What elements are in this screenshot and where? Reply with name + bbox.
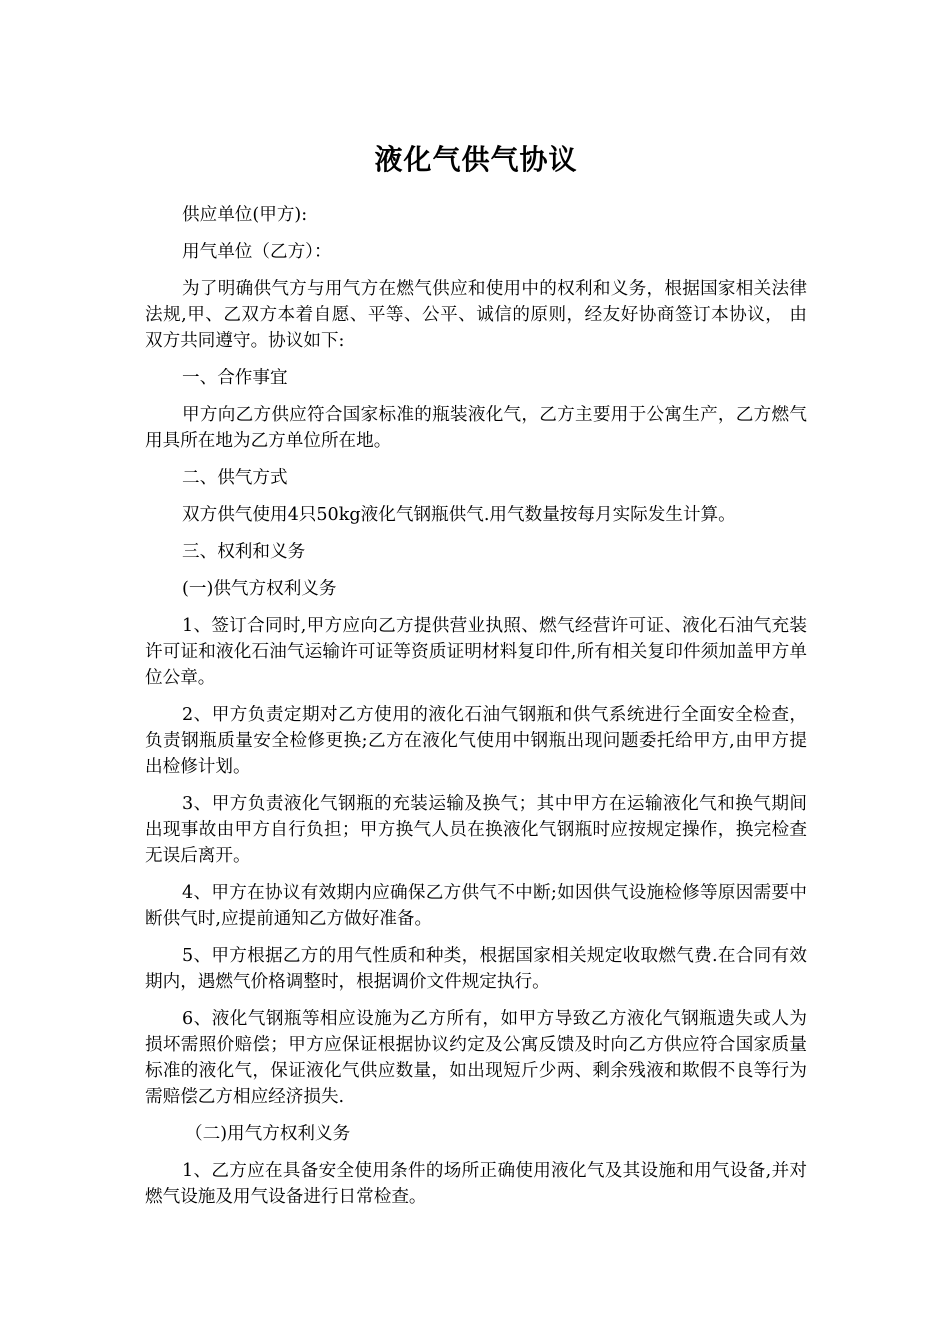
consumer-line: 用气单位（乙方）：	[182, 242, 332, 262]
subsection-heading-consumer: （二)用气方权利义务	[185, 1124, 351, 1144]
document-page	[145, 140, 807, 1221]
consumer-clause-1: 1、乙方应在具备安全使用条件的场所正确使用液化气及其设施和用气设备,并对燃气设施及用气设备进行日常检查。	[145, 1161, 807, 1207]
supplier-clause-2: 2、甲方负责定期对乙方使用的液化石油气钢瓶和供气系统进行全面安全检查，负责钢瓶质量安全检修更换;乙方在液化气使用中钢瓶出现问题委托给甲方,由甲方提出检修计划。	[145, 705, 807, 777]
supplier-clause-5: 5、甲方根据乙方的用气性质和种类，根据国家相关规定收取燃气费.在合同有效期内，遇燃气价格调整时，根据调价文件规定执行。	[145, 946, 807, 992]
supplier-line: 供应单位(甲方):	[182, 205, 308, 225]
subsection-heading-supplier: (一)供气方权利义务	[182, 579, 337, 599]
preamble-paragraph: 为了明确供气方与用气方在燃气供应和使用中的权利和义务，根据国家相关法律法规,甲、乙双方本着自愿、平等、公平、诚信的原则，经友好协商签订本协议， 由双方共同遵守。协议如下:	[145, 279, 807, 351]
supplier-clause-1: 1、签订合同时,甲方应向乙方提供营业执照、燃气经营许可证、液化石油气充装许可证和液化石油气运输许可证等资质证明材料复印件,所有相关复印件须加盖甲方单位公章。	[145, 616, 807, 688]
section-heading-supply-method: 二、供气方式	[182, 468, 288, 488]
section-heading-rights: 三、权利和义务	[182, 542, 306, 562]
supplier-clause-4: 4、甲方在协议有效期内应确保乙方供气不中断;如因供气设施检修等原因需要中断供气时,应提前通知乙方做好准备。	[145, 883, 807, 929]
supplier-clause-3: 3、甲方负责液化气钢瓶的充装运输及换气；其中甲方在运输液化气和换气期间出现事故由甲方自行负担；甲方换气人员在换液化气钢瓶时应按规定操作，换完检查无误后离开。	[145, 794, 807, 866]
supplier-clause-6: 6、液化气钢瓶等相应设施为乙方所有，如甲方导致乙方液化气钢瓶遗失或人为损坏需照价赔偿；甲方应保证根据协议约定及公寓反馈及时向乙方供应符合国家质量标准的液化气，保证液化气供应数量，如出现短斤少两、剩余残液和欺假不良等行为需赔偿乙方相应经济损失.	[145, 1009, 807, 1107]
cooperation-paragraph: 甲方向乙方供应符合国家标准的瓶装液化气，乙方主要用于公寓生产，乙方燃气用具所在地为乙方单位所在地。	[145, 405, 807, 451]
document-title: 液化气供气协议	[374, 143, 578, 176]
supply-method-paragraph: 双方供气使用4只50kg液化气钢瓶供气.用气数量按每月实际发生计算。	[182, 505, 736, 525]
section-heading-cooperation: 一、合作事宜	[182, 368, 288, 388]
